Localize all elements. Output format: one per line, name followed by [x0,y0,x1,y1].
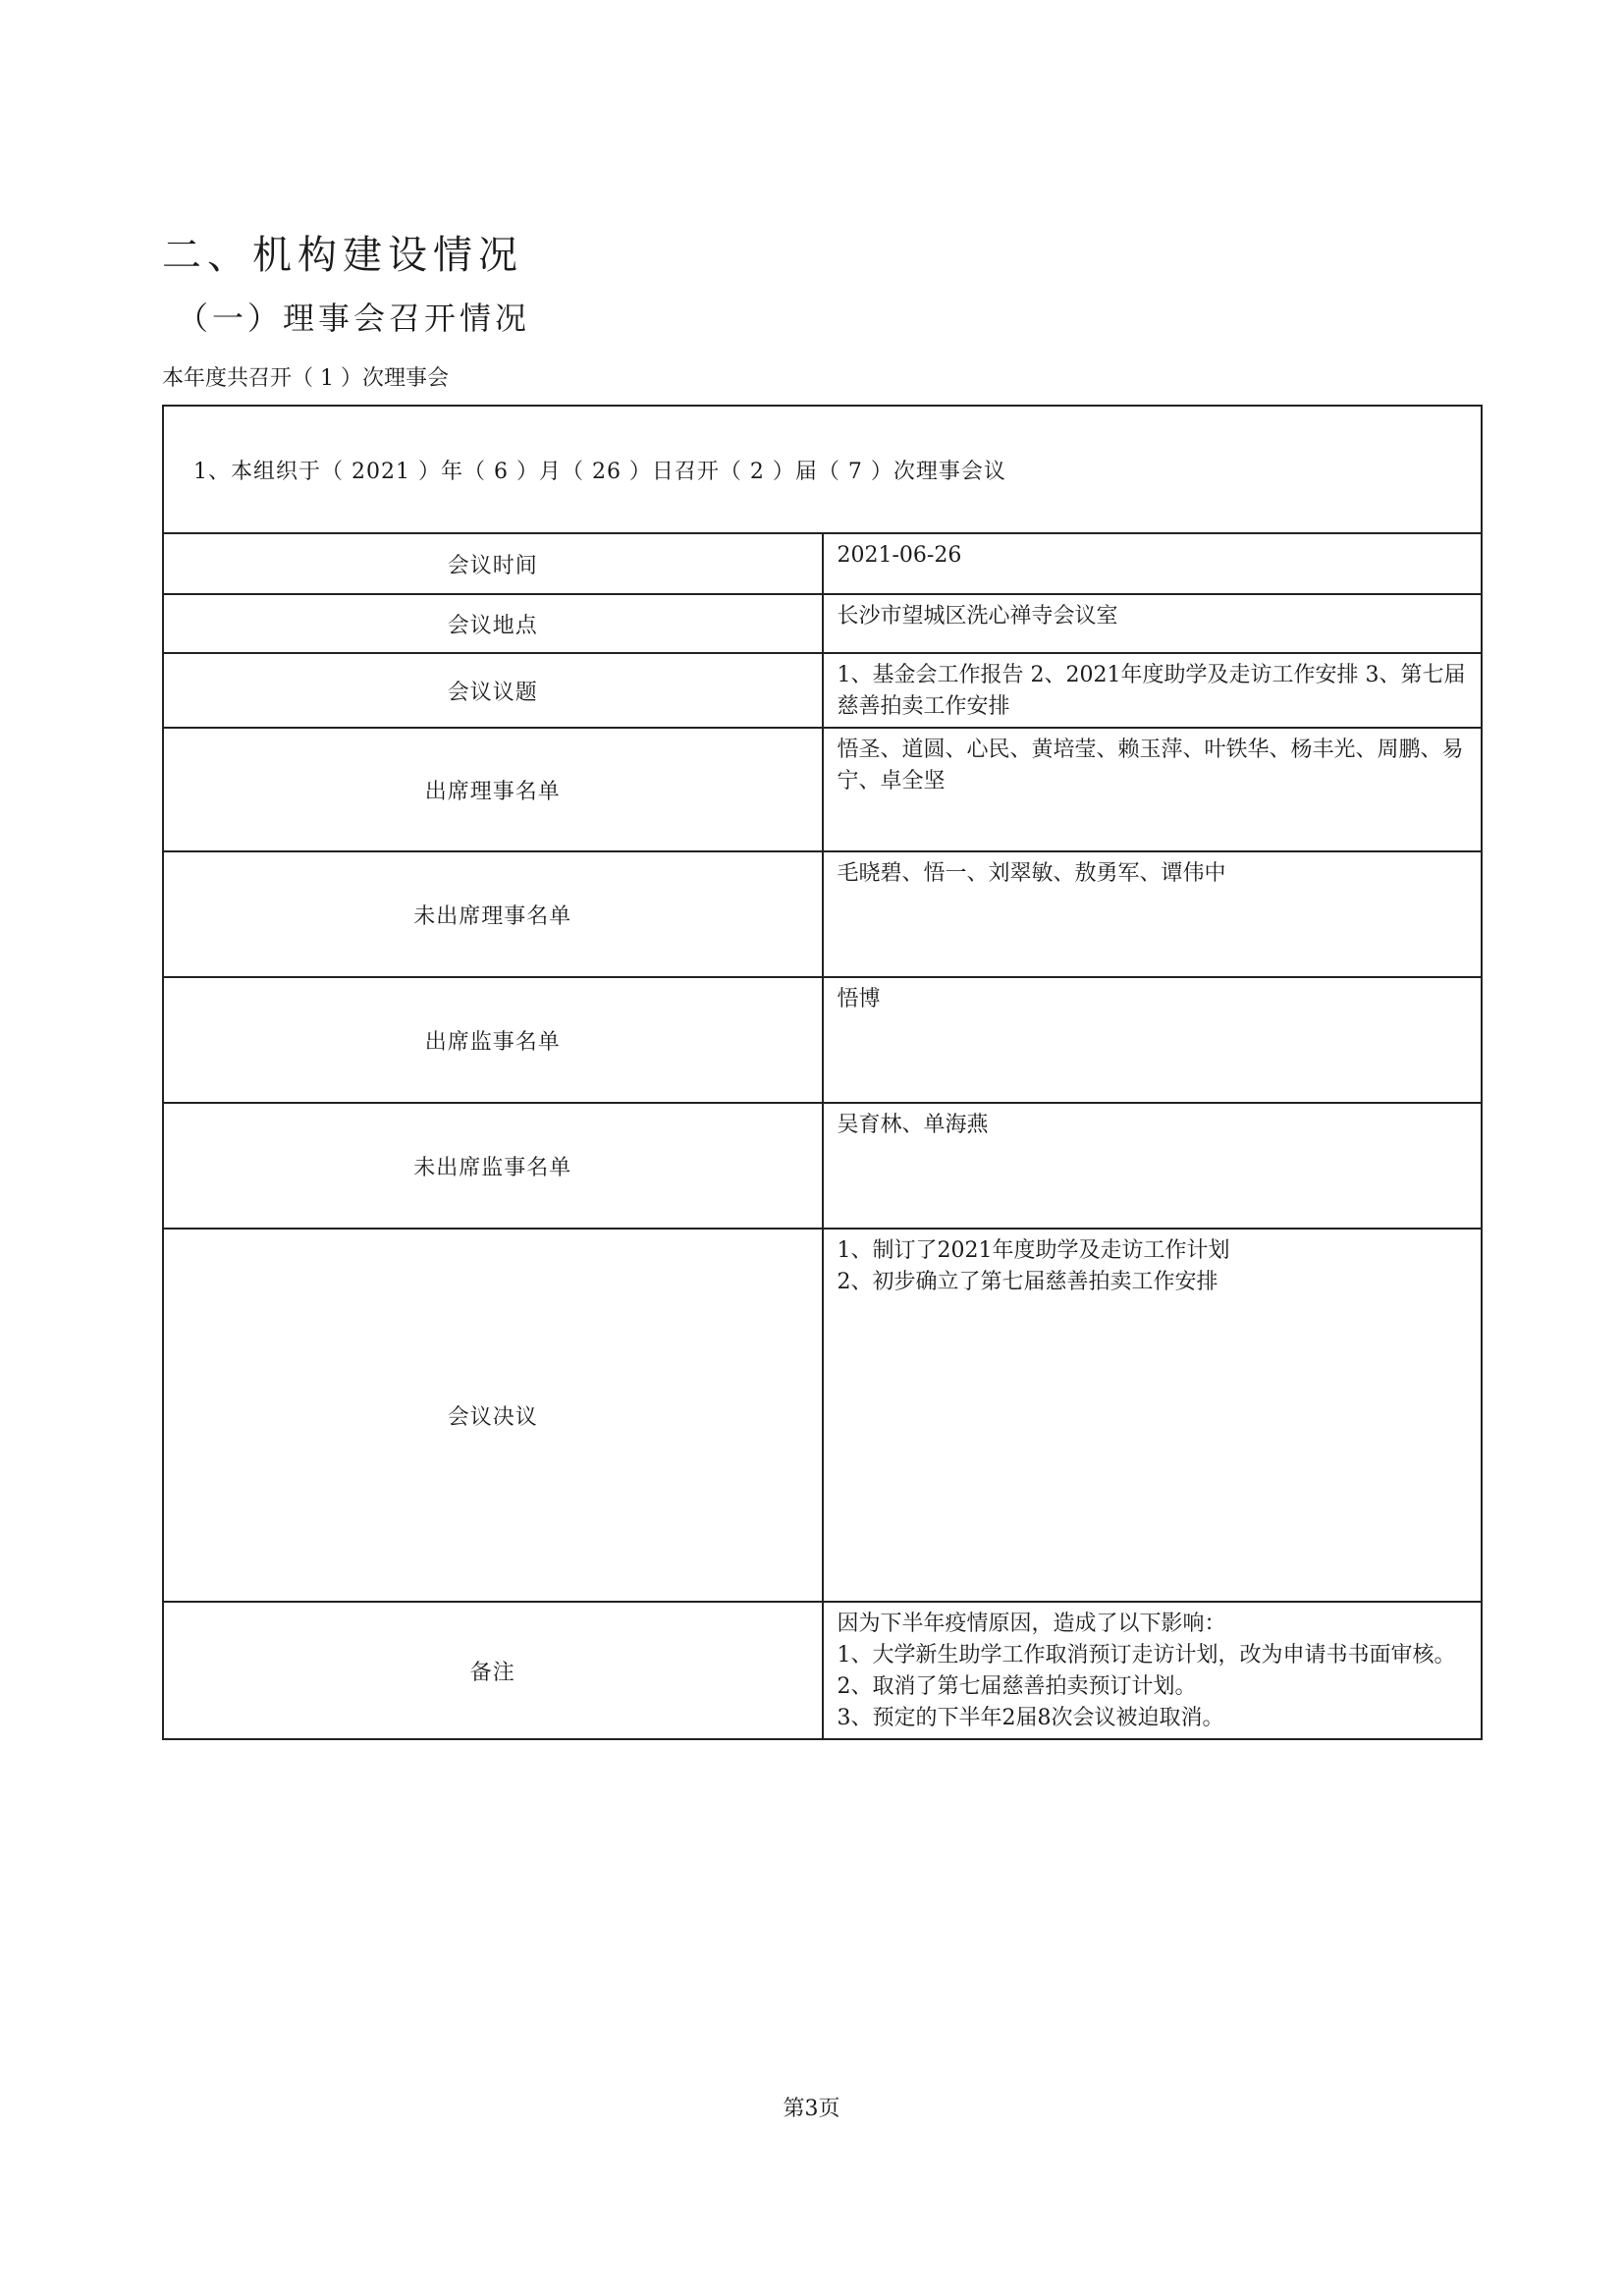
resolution-line-2: 2、初步确立了第七届慈善拍卖工作安排 [837,1270,1218,1294]
absent-supervisors-line: 吴育林、单海燕 [837,1113,989,1137]
attending-supervisors-label: 出席监事名单 [163,977,823,1103]
page-number: 第3页 [783,2097,840,2121]
meeting-place-line: 长沙市望城区洗心禅寺会议室 [837,604,1118,629]
table-row-meeting-place [163,594,1482,653]
notes-line-3: 2、取消了第七届慈善拍卖预订计划。 [837,1674,1197,1699]
absent-directors-label: 未出席理事名单 [163,851,823,977]
resolutions-value [823,1229,1483,1602]
meeting-time-line: 2021-06-26 [837,543,962,568]
meeting-header-row [163,406,1482,533]
notes-value [823,1602,1483,1739]
attending-directors-line: 悟圣、道圆、心民、黄培莹、赖玉萍、叶铁华、杨丰光、周鹏、易宁、卓全坚 [837,738,1464,793]
resolutions-label: 会议决议 [163,1229,823,1602]
table-row-meeting-time [163,533,1482,594]
table-row-notes [163,1602,1482,1739]
meeting-count-summary: 本年度共召开（ 1 ）次理事会 [162,366,449,391]
attending-directors-value [823,728,1483,851]
meeting-time-value [823,533,1483,594]
attending-supervisors-line: 悟博 [837,987,881,1011]
meeting-place-label: 会议地点 [163,594,823,653]
table-row-absent-directors [163,851,1482,977]
attending-directors-label: 出席理事名单 [163,728,823,851]
absent-supervisors-value [823,1103,1483,1229]
absent-directors-line: 毛晓碧、悟一、刘翠敏、敖勇军、谭伟中 [837,861,1226,886]
subsection-title: （一）理事会召开情况 [177,300,531,337]
table-row-attending-supervisors [163,977,1482,1103]
notes-line-2: 1、大学新生助学工作取消预订走访计划，改为申请书书面审核。 [837,1643,1456,1667]
absent-supervisors-label: 未出席监事名单 [163,1103,823,1229]
absent-directors-value [823,851,1483,977]
table-row-attending-directors [163,728,1482,851]
notes-line-4: 3、预定的下半年2届8次会议被迫取消。 [837,1706,1224,1730]
notes-label: 备注 [163,1602,823,1739]
meeting-topics-line: 1、基金会工作报告 2、2021年度助学及走访工作安排 3、第七届慈善拍卖工作安排 [837,663,1466,719]
attending-supervisors-value [823,977,1483,1103]
board-meeting-table [162,405,1483,1740]
table-row-absent-supervisors [163,1103,1482,1229]
table-row-resolutions [163,1229,1482,1602]
meeting-header: 1、本组织于（ 2021 ）年（ 6 ）月（ 26 ）日召开（ 2 ）届（ 7 ）次理事会议 [163,406,1482,533]
meeting-time-label: 会议时间 [163,533,823,594]
meeting-place-value [823,594,1483,653]
meeting-topics-value [823,653,1483,728]
table-row-meeting-topics [163,653,1482,728]
meeting-topics-label: 会议议题 [163,653,823,728]
resolution-line-1: 1、制订了2021年度助学及走访工作计划 [837,1238,1230,1263]
section-title: 二、机构建设情况 [162,233,523,278]
notes-line-1: 因为下半年疫情原因，造成了以下影响： [837,1612,1226,1636]
